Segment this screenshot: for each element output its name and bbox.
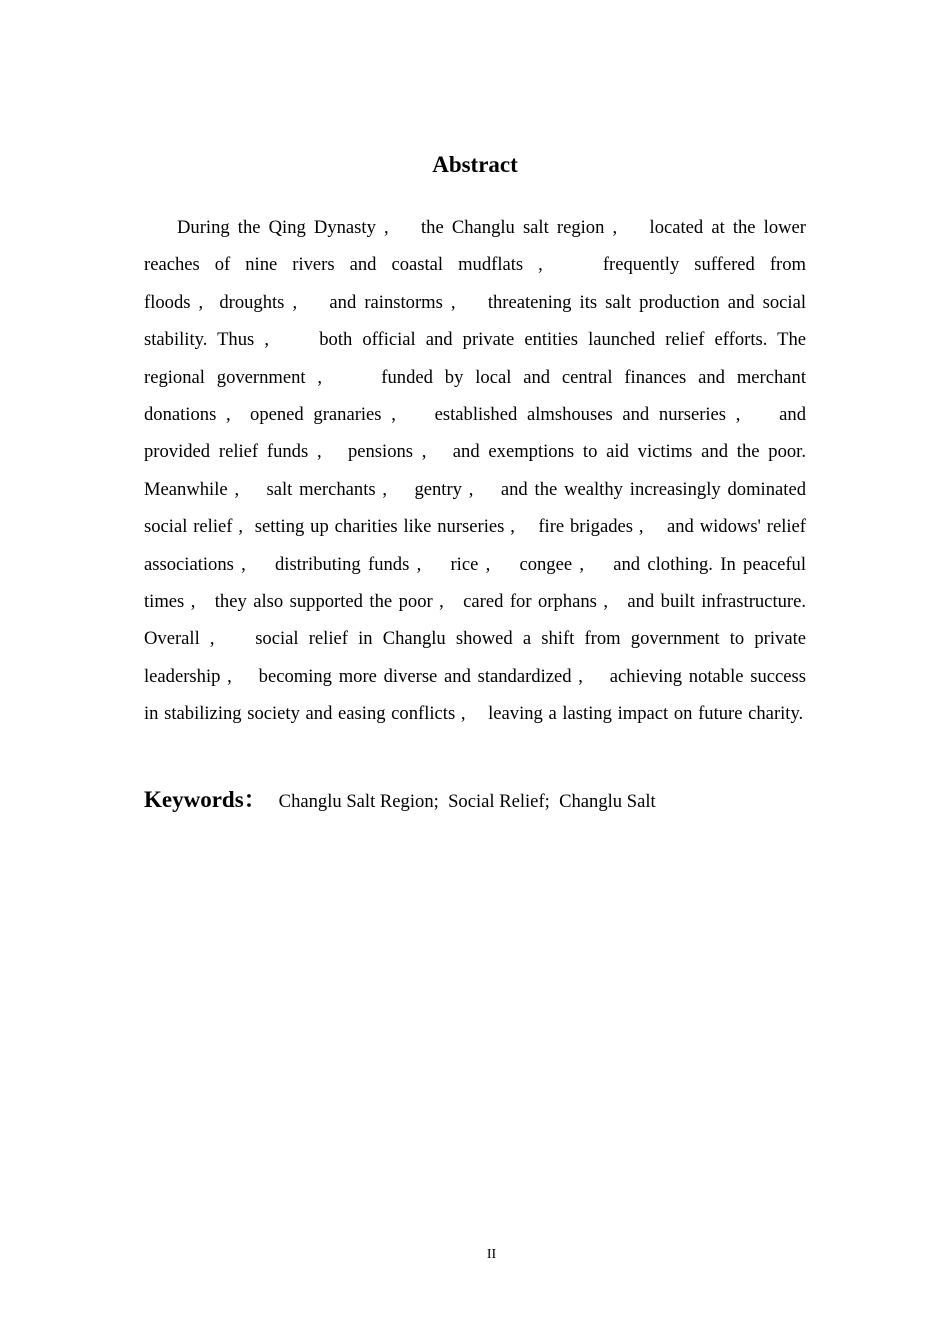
keywords-label: Keywords： <box>144 787 267 812</box>
page-number: II <box>486 1247 497 1262</box>
abstract-title: Abstract <box>432 152 518 177</box>
keywords-values: Changlu Salt Region; Social Relief; Changlu Salt <box>278 791 656 812</box>
abstract-body: During the Qing Dynasty , the Changlu salt region , located at the lower reaches of nine rivers and coastal mudflats , frequently suffered from floods , droughts , and rainstorms , threatening its salt production and social stability. Thus , both official and private entities launched relief efforts. The regional government , funded by local and central finances and merchant donations , opened granaries , established almshouses and nurseries , and provided relief funds , pensions , and exemptions to aid victims and the poor. Meanwhile , salt merchants , gentry , and the wealthy increasingly dominated social relief , setting up charities like nurseries , fire brigades , and widows' relief associations , distributing funds , rice , congee , and clothing. In peaceful times , they also supported the poor , cared for orphans , and built infrastructure. Overall , social relief in Changlu showed a shift from government to private leadership , becoming more diverse and standardized , achieving notable success in stabilizing society and easing conflicts , leaving a lasting impact on future charity. <box>144 217 806 725</box>
keywords-line <box>144 783 806 819</box>
